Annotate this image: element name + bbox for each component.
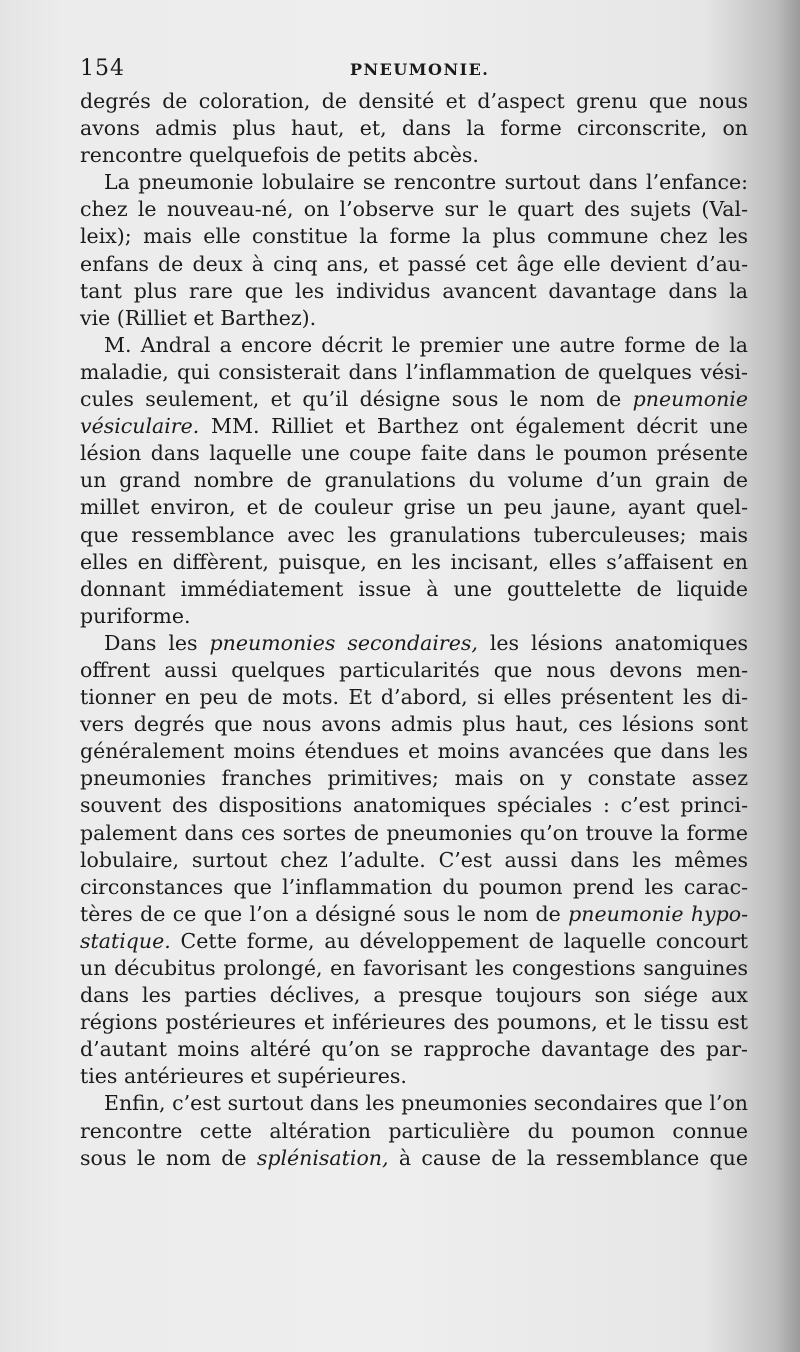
page-header	[80, 56, 750, 86]
page-number: 154	[80, 56, 125, 81]
italic-term: pneumonie	[632, 387, 748, 412]
text-line: degrés de coloration, de densité et d’aspect grenu que nous	[80, 89, 748, 113]
text-line: enfans de deux à cinq ans, et passé cet âge elle devient d’au-	[80, 251, 748, 276]
italic-term: statique.	[80, 928, 171, 953]
text-line: offrent aussi quelques particularités que nous devons men-	[80, 657, 748, 682]
text-line: vie (Rilliet et Barthez).	[80, 305, 317, 330]
italic-term: splénisation,	[256, 1145, 389, 1170]
italic-term: vésiculaire.	[80, 414, 200, 439]
text-line: Dans les pneumonies secondaires, les lésions anatomiques	[104, 630, 748, 655]
text-line: circonstances que l’inflammation du poumon prend les carac-	[80, 874, 748, 899]
text-line: millet environ, et de couleur grise un peu jaune, ayant quel-	[80, 495, 748, 520]
text-line: pneumonies franches primitives; mais on y constate assez	[80, 766, 748, 791]
text-line: généralement moins étendues et moins avancées que dans les	[80, 739, 748, 764]
text-line: puriforme.	[80, 603, 191, 628]
text-line: lobulaire, surtout chez l’adulte. C’est aussi dans les mêmes	[80, 847, 748, 872]
text-line: tionner en peu de mots. Et d’abord, si elles présentent les di-	[80, 685, 748, 710]
text-line: Enfin, c’est surtout dans les pneumonies secondaires que l’on	[104, 1091, 748, 1116]
italic-term: pneumonies secondaires,	[209, 630, 478, 655]
text-line: cules seulement, et qu’il désigne sous le nom de pneumonie	[80, 387, 748, 412]
text-line: donnant immédiatement issue à une gouttelette de liquide	[80, 576, 748, 601]
text-line: rencontre cette altération particulière du poumon connue	[80, 1118, 748, 1143]
text-line: elles en diffèrent, puisque, en les incisant, elles s’affaisent en	[80, 549, 748, 574]
text-line: sous le nom de splénisation, à cause de la ressemblance que	[80, 1145, 748, 1170]
text-line: vésiculaire. MM. Rilliet et Barthez ont également décrit une	[80, 414, 748, 439]
text-line: La pneumonie lobulaire se rencontre surtout dans l’enfance:	[104, 170, 748, 195]
text-line: M. Andral a encore décrit le premier une autre forme de la	[104, 332, 748, 357]
text-line: que ressemblance avec les granulations tuberculeuses; mais	[80, 522, 748, 547]
text-line: avons admis plus haut, et, dans la forme circonscrite, on	[80, 116, 748, 141]
text-line: tant plus rare que les individus avancent davantage dans la	[80, 278, 748, 303]
text-line: ties antérieures et supérieures.	[80, 1064, 407, 1089]
text-line: rencontre quelquefois de petits abcès.	[80, 143, 479, 168]
text-line: souvent des dispositions anatomiques spéciales : c’est princi-	[80, 793, 748, 818]
text-line: vers degrés que nous avons admis plus haut, ces lésions sont	[80, 712, 748, 737]
text-line: un décubitus prolongé, en favorisant les congestions sanguines	[80, 956, 748, 980]
text-line: régions postérieures et inférieures des poumons, et le tissu est	[80, 1010, 748, 1035]
text-line: tères de ce que l’on a désigné sous le nom de pneumonie hypo-	[80, 901, 748, 926]
italic-term: pneumonie hypo-	[568, 901, 748, 926]
text-line: palement dans ces sortes de pneumonies qu’on trouve la forme	[80, 820, 748, 845]
text-line: un grand nombre de granulations du volume d’un grain de	[80, 468, 748, 493]
body-text	[80, 88, 748, 1172]
text-line: dans les parties déclives, a presque toujours son siége aux	[80, 983, 748, 1008]
running-head: PNEUMONIE.	[350, 60, 490, 79]
text-line: leix); mais elle constitue la forme la plus commune chez les	[80, 224, 748, 249]
text-line: chez le nouveau-né, on l’observe sur le quart des sujets (Val-	[80, 197, 748, 222]
text-line: lésion dans laquelle une coupe faite dans le poumon présente	[80, 441, 748, 466]
text-line: statique. Cette forme, au développement de laquelle concourt	[80, 928, 748, 953]
text-line: d’autant moins altéré qu’on se rapproche davantage des par-	[80, 1037, 748, 1062]
text-line: maladie, qui consisterait dans l’inflammation de quelques vési-	[80, 359, 748, 384]
